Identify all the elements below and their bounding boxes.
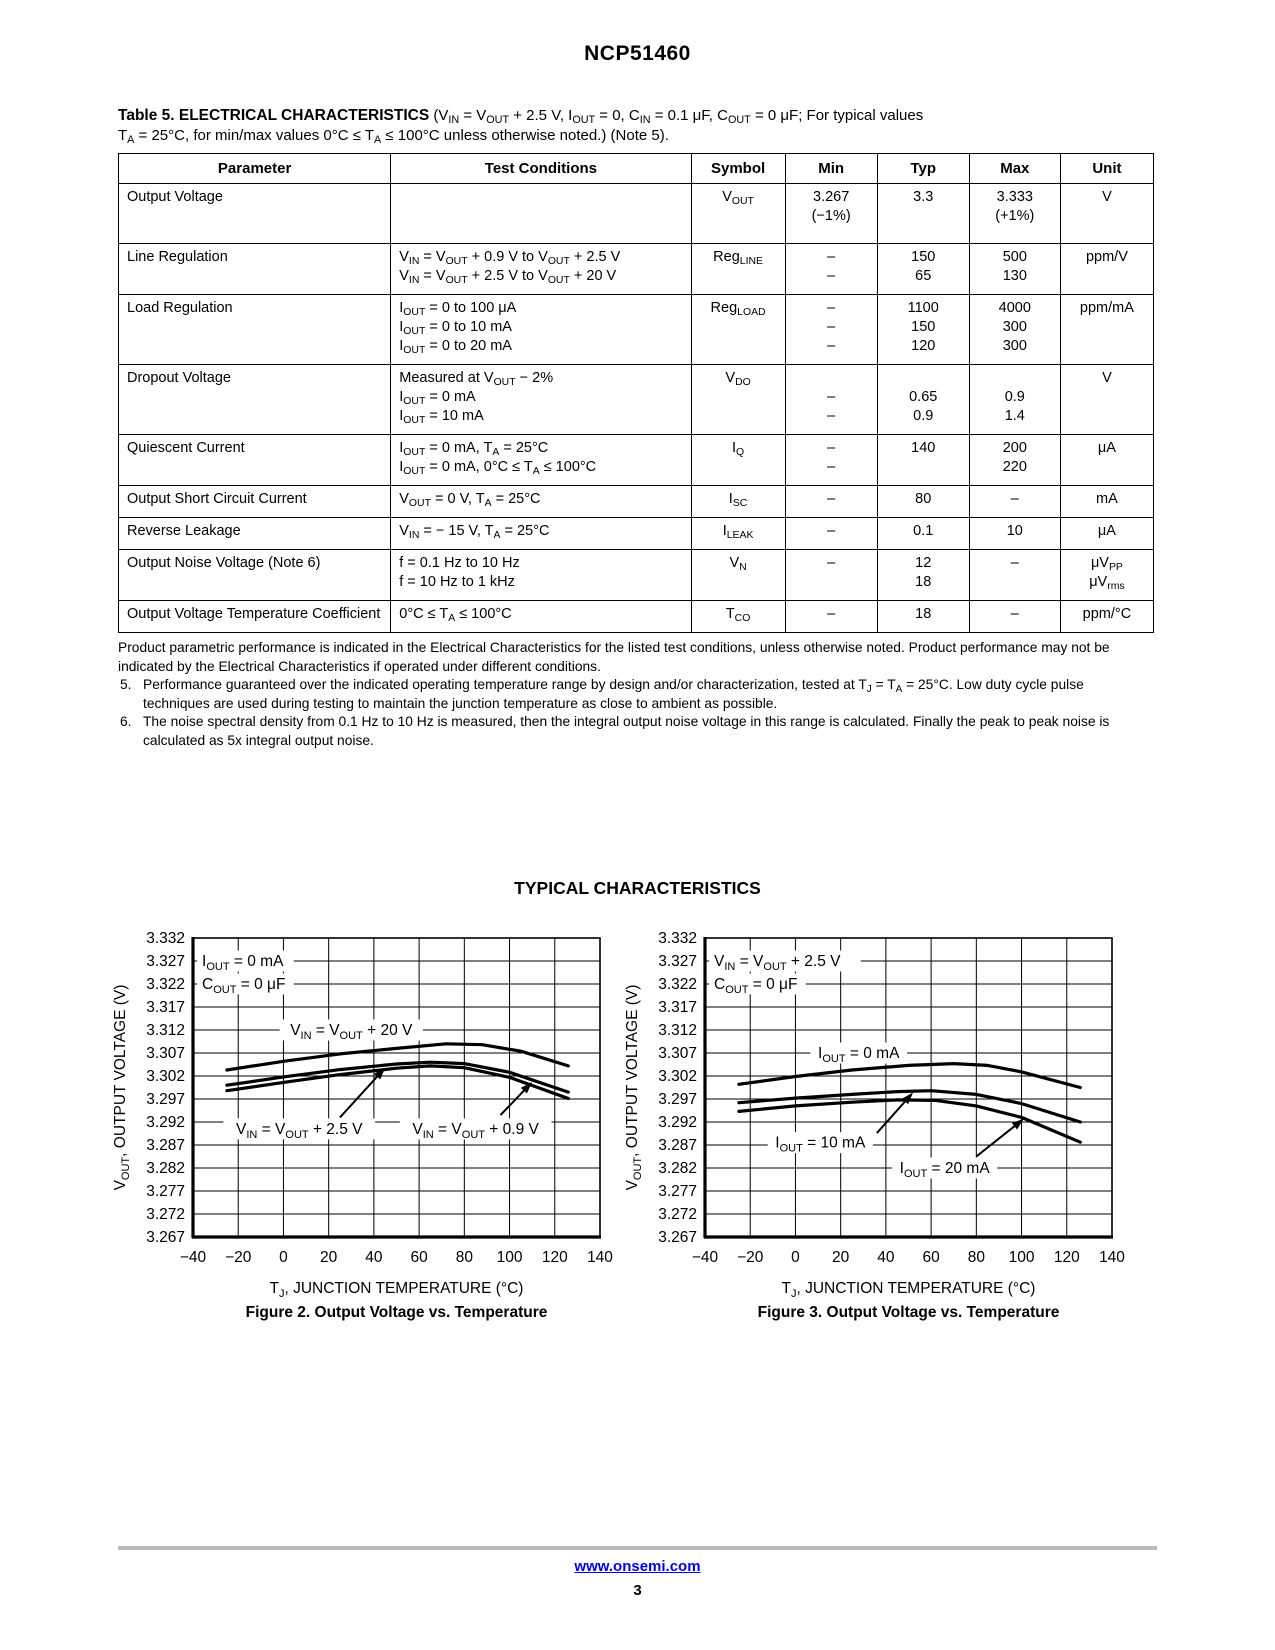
x-tick-label: 80: [455, 1249, 473, 1266]
unit-cell: mA: [1060, 486, 1153, 518]
max-cell: –: [969, 550, 1060, 601]
test-conditions-cell: f = 0.1 Hz to 10 Hz f = 10 Hz to 1 kHz: [391, 550, 691, 601]
figure-2-caption: Figure 2. Output Voltage vs. Temperature: [245, 1304, 548, 1321]
test-conditions-cell: $V_{IN}$ = − 15 V, $T_A = 25^\circ C$: [391, 518, 691, 550]
test-conditions-cell: $I_{OUT} = 0$ mA, $T_A = 25^\circ C$ $I_{OUT} = 0$ mA, $0^\circ C \le T_A \le 100^\circ C$: [391, 435, 691, 486]
figure-3-chart: [615, 922, 1170, 1304]
symbol-cell: $V_N$: [691, 550, 785, 601]
x-tick-label: 60: [410, 1249, 428, 1266]
series-label: $V_{IN} = V_{OUT} + 20$ V: [290, 1022, 413, 1042]
max-cell: 4000 300 300: [969, 295, 1060, 365]
table-header-row: [119, 154, 1154, 184]
column-header: Unit: [1060, 154, 1153, 184]
table-row: [119, 550, 1154, 601]
table-row: [119, 486, 1154, 518]
symbol-cell: $I_{SC}$: [691, 486, 785, 518]
min-cell: –: [785, 518, 877, 550]
x-tick-label: 40: [877, 1249, 895, 1266]
parameter-cell: Line Regulation: [119, 244, 391, 295]
unit-cell: μA: [1060, 518, 1153, 550]
y-tick-label: 3.322: [146, 976, 185, 993]
min-cell: 3.267 (−1%): [785, 184, 877, 244]
unit-cell: μA: [1060, 435, 1153, 486]
series-label: $C_{OUT} = 0$ μF: [202, 976, 286, 996]
y-tick-label: 3.307: [658, 1045, 697, 1062]
column-header: Max: [969, 154, 1060, 184]
max-cell: –: [969, 486, 1060, 518]
figure-3-caption: Figure 3. Output Voltage vs. Temperature: [757, 1304, 1060, 1321]
series-curve-2: [227, 1066, 568, 1099]
typ-cell: 0.1: [877, 518, 969, 550]
x-tick-label: 0: [279, 1249, 288, 1266]
unit-cell: $\mu V_{PP}$ $\mu V_{rms}$: [1060, 550, 1153, 601]
typ-cell: 0.65 0.9: [877, 365, 969, 435]
typ-cell: 12 18: [877, 550, 969, 601]
electrical-characteristics-table: [118, 153, 1154, 633]
parameter-cell: Output Noise Voltage (Note 6): [119, 550, 391, 601]
y-tick-label: 3.272: [658, 1206, 697, 1223]
x-tick-label: −20: [737, 1249, 764, 1266]
test-conditions-cell: $V_{IN} = V_{OUT} + 0.9$ V to $V_{OUT} + 2.5$ V $V_{IN} = V_{OUT} + 2.5$ V to $V_{OUT} + 20$ V: [391, 244, 691, 295]
notes-list: [118, 676, 1154, 750]
test-conditions-cell: Measured at $V_{OUT} - 2\%$ $I_{OUT} = 0$ mA $I_{OUT} = 10$ mA: [391, 365, 691, 435]
y-tick-label: 3.292: [658, 1114, 697, 1131]
test-conditions-cell: [391, 184, 691, 244]
typ-cell: 3.3: [877, 184, 969, 244]
table-row: [119, 518, 1154, 550]
min-cell: –: [785, 486, 877, 518]
table-row: [119, 244, 1154, 295]
series-label: $V_{IN} = V_{OUT} + 2.5$ V: [236, 1120, 363, 1141]
x-tick-label: 60: [922, 1249, 940, 1266]
y-tick-label: 3.287: [658, 1137, 697, 1154]
parameter-cell: Output Voltage Temperature Coefficient: [119, 601, 391, 633]
y-tick-label: 3.317: [146, 999, 185, 1016]
y-tick-label: 3.302: [146, 1068, 185, 1085]
y-tick-label: 3.287: [146, 1137, 185, 1154]
typ-cell: 1100 150 120: [877, 295, 969, 365]
y-tick-label: 3.297: [146, 1091, 185, 1108]
section-title: TYPICAL CHARACTERISTICS: [514, 878, 761, 898]
y-tick-label: 3.282: [146, 1160, 185, 1177]
max-cell: 200 220: [969, 435, 1060, 486]
y-tick-label: 3.332: [146, 930, 185, 947]
annotation-arrow: [340, 1073, 381, 1118]
typ-cell: 150 65: [877, 244, 969, 295]
min-cell: –: [785, 601, 877, 633]
y-axis-title: $V_{OUT}$, OUTPUT VOLTAGE (V): [624, 984, 644, 1191]
test-conditions-cell: $I_{OUT} = 0$ to 100 μA $I_{OUT} = 0$ to 10 mA $I_{OUT} = 0$ to 20 mA: [391, 295, 691, 365]
footnote-intro: Product parametric performance is indicated in the Electrical Characteristics for the listed test conditions, unless otherwise noted. Product performance may not be indicated by the Electrical Characteristics if operated under different conditions.: [118, 640, 1110, 674]
min-cell: – –: [785, 365, 877, 435]
annotation-arrow: [976, 1123, 1018, 1156]
y-tick-label: 3.317: [658, 999, 697, 1016]
page-number: 3: [633, 1582, 642, 1599]
parameter-cell: Output Voltage: [119, 184, 391, 244]
max-cell: 500 130: [969, 244, 1060, 295]
min-cell: – – –: [785, 295, 877, 365]
x-tick-label: −40: [691, 1249, 719, 1266]
typ-cell: 140: [877, 435, 969, 486]
y-tick-label: 3.297: [658, 1091, 697, 1108]
footnote: 5. Performance guaranteed over the indicated operating temperature range by design and/or characterization, tested at $T_J = T_A = 25^\circ C$. Low duty cycle pulse techniques are used during testing to maintain the junction temperature as close to ambient as possible.: [120, 677, 1084, 711]
page-title: NCP51460: [584, 42, 691, 65]
series-label: $I_{OUT} = 0$ mA: [202, 953, 284, 973]
y-tick-label: 3.267: [658, 1229, 697, 1246]
column-header: Min: [785, 154, 877, 184]
y-tick-label: 3.302: [658, 1068, 697, 1085]
x-axis-title: $T_J$, JUNCTION TEMPERATURE (°C): [781, 1280, 1036, 1300]
y-tick-label: 3.322: [658, 976, 697, 993]
parameter-cell: Reverse Leakage: [119, 518, 391, 550]
footer-divider: [118, 1546, 1157, 1550]
column-header: Parameter: [119, 154, 391, 184]
series-label: $I_{OUT} = 10$ mA: [775, 1134, 866, 1155]
series-label: $V_{IN} = V_{OUT} + 2.5$ V: [714, 953, 841, 973]
x-tick-label: 120: [1053, 1249, 1080, 1266]
y-tick-label: 3.277: [146, 1183, 185, 1200]
y-axis-title: $V_{OUT}$, OUTPUT VOLTAGE (V): [112, 984, 132, 1191]
symbol-cell: $V_{OUT}$: [691, 184, 785, 244]
typ-cell: 80: [877, 486, 969, 518]
y-tick-label: 3.282: [658, 1160, 697, 1177]
table-title-conditions-line1: ($V_{IN} = V_{OUT} + 2.5$ V, $I_{OUT} = 0$, $C_{IN} = 0.1$ μF, $C_{OUT} = 0$ μF; For typical values: [429, 107, 924, 127]
max-cell: –: [969, 601, 1060, 633]
table-row: [119, 365, 1154, 435]
table-row: [119, 295, 1154, 365]
annotation-arrow: [501, 1087, 528, 1115]
column-header: Typ: [877, 154, 969, 184]
footer: [0, 1558, 1275, 1576]
min-cell: – –: [785, 244, 877, 295]
unit-cell: V: [1060, 365, 1153, 435]
series-curve-0: [227, 1044, 568, 1070]
symbol-cell: Reg$_{LOAD}$: [691, 295, 785, 365]
max-cell: 10: [969, 518, 1060, 550]
test-conditions-cell: $0^\circ C \le T_A \le 100^\circ C$: [391, 601, 691, 633]
footnotes: [118, 639, 1154, 750]
symbol-cell: $V_{DO}$: [691, 365, 785, 435]
min-cell: –: [785, 550, 877, 601]
x-tick-label: 80: [967, 1249, 985, 1266]
series-label: $C_{OUT} = 0$ μF: [714, 976, 798, 996]
table-section: [118, 106, 1154, 750]
x-axis-title: $T_J$, JUNCTION TEMPERATURE (°C): [269, 1280, 524, 1300]
y-tick-label: 3.312: [658, 1022, 697, 1039]
series-label: $I_{OUT} = 0$ mA: [818, 1045, 900, 1065]
x-tick-label: 20: [320, 1249, 338, 1266]
onsemi-link[interactable]: www.onsemi.com: [574, 1558, 701, 1575]
unit-cell: ppm/V: [1060, 244, 1153, 295]
table-row: [119, 435, 1154, 486]
y-tick-label: 3.327: [146, 953, 185, 970]
series-label: $V_{IN} = V_{OUT} + 0.9$ V: [412, 1120, 539, 1141]
x-tick-label: 140: [587, 1249, 613, 1266]
x-tick-label: 20: [832, 1249, 850, 1266]
table-title: [118, 106, 1154, 146]
parameter-cell: Load Regulation: [119, 295, 391, 365]
x-tick-label: 120: [541, 1249, 568, 1266]
symbol-cell: Reg$_{LINE}$: [691, 244, 785, 295]
y-tick-label: 3.267: [146, 1229, 185, 1246]
x-tick-label: 100: [1008, 1249, 1035, 1266]
column-header: Symbol: [691, 154, 785, 184]
table-title-conditions-line2: $T_A = 25^\circ C$, for min/max values $0^\circ C \le T_A \le 100^\circ C$ unless otherwise noted.) (Note 5).: [118, 127, 669, 147]
y-tick-label: 3.292: [146, 1114, 185, 1131]
table-row: [119, 601, 1154, 633]
test-conditions-cell: $V_{OUT} = 0$ V, $T_A = 25^\circ C$: [391, 486, 691, 518]
max-cell: 3.333 (+1%): [969, 184, 1060, 244]
figure-2-chart: [103, 922, 658, 1304]
x-tick-label: 140: [1099, 1249, 1125, 1266]
y-tick-label: 3.272: [146, 1206, 185, 1223]
symbol-cell: $I_{LEAK}$: [691, 518, 785, 550]
table-title-bold: Table 5. ELECTRICAL CHARACTERISTICS: [118, 107, 430, 124]
parameter-cell: Dropout Voltage: [119, 365, 391, 435]
max-cell: 0.9 1.4: [969, 365, 1060, 435]
parameter-cell: Quiescent Current: [119, 435, 391, 486]
x-tick-label: 100: [496, 1249, 523, 1266]
footnote: 6. The noise spectral density from 0.1 Hz to 10 Hz is measured, then the integral output noise voltage in this range is calculated. Finally the peak to peak noise is calculated as 5x integral output noise.: [120, 714, 1110, 748]
table-row: [119, 184, 1154, 244]
y-tick-label: 3.332: [658, 930, 697, 947]
symbol-cell: $I_Q$: [691, 435, 785, 486]
x-tick-label: −20: [225, 1249, 252, 1266]
unit-cell: ppm/°C: [1060, 601, 1153, 633]
annotation-arrow: [877, 1098, 909, 1133]
unit-cell: ppm/mA: [1060, 295, 1153, 365]
y-tick-label: 3.312: [146, 1022, 185, 1039]
x-tick-label: 40: [365, 1249, 383, 1266]
unit-cell: V: [1060, 184, 1153, 244]
y-tick-label: 3.327: [658, 953, 697, 970]
column-header: Test Conditions: [391, 154, 691, 184]
symbol-cell: $T_{CO}$: [691, 601, 785, 633]
y-tick-label: 3.307: [146, 1045, 185, 1062]
x-tick-label: 0: [791, 1249, 800, 1266]
min-cell: – –: [785, 435, 877, 486]
typ-cell: 18: [877, 601, 969, 633]
parameter-cell: Output Short Circuit Current: [119, 486, 391, 518]
y-tick-label: 3.277: [658, 1183, 697, 1200]
series-label: $I_{OUT} = 20$ mA: [899, 1160, 990, 1180]
x-tick-label: −40: [179, 1249, 207, 1266]
